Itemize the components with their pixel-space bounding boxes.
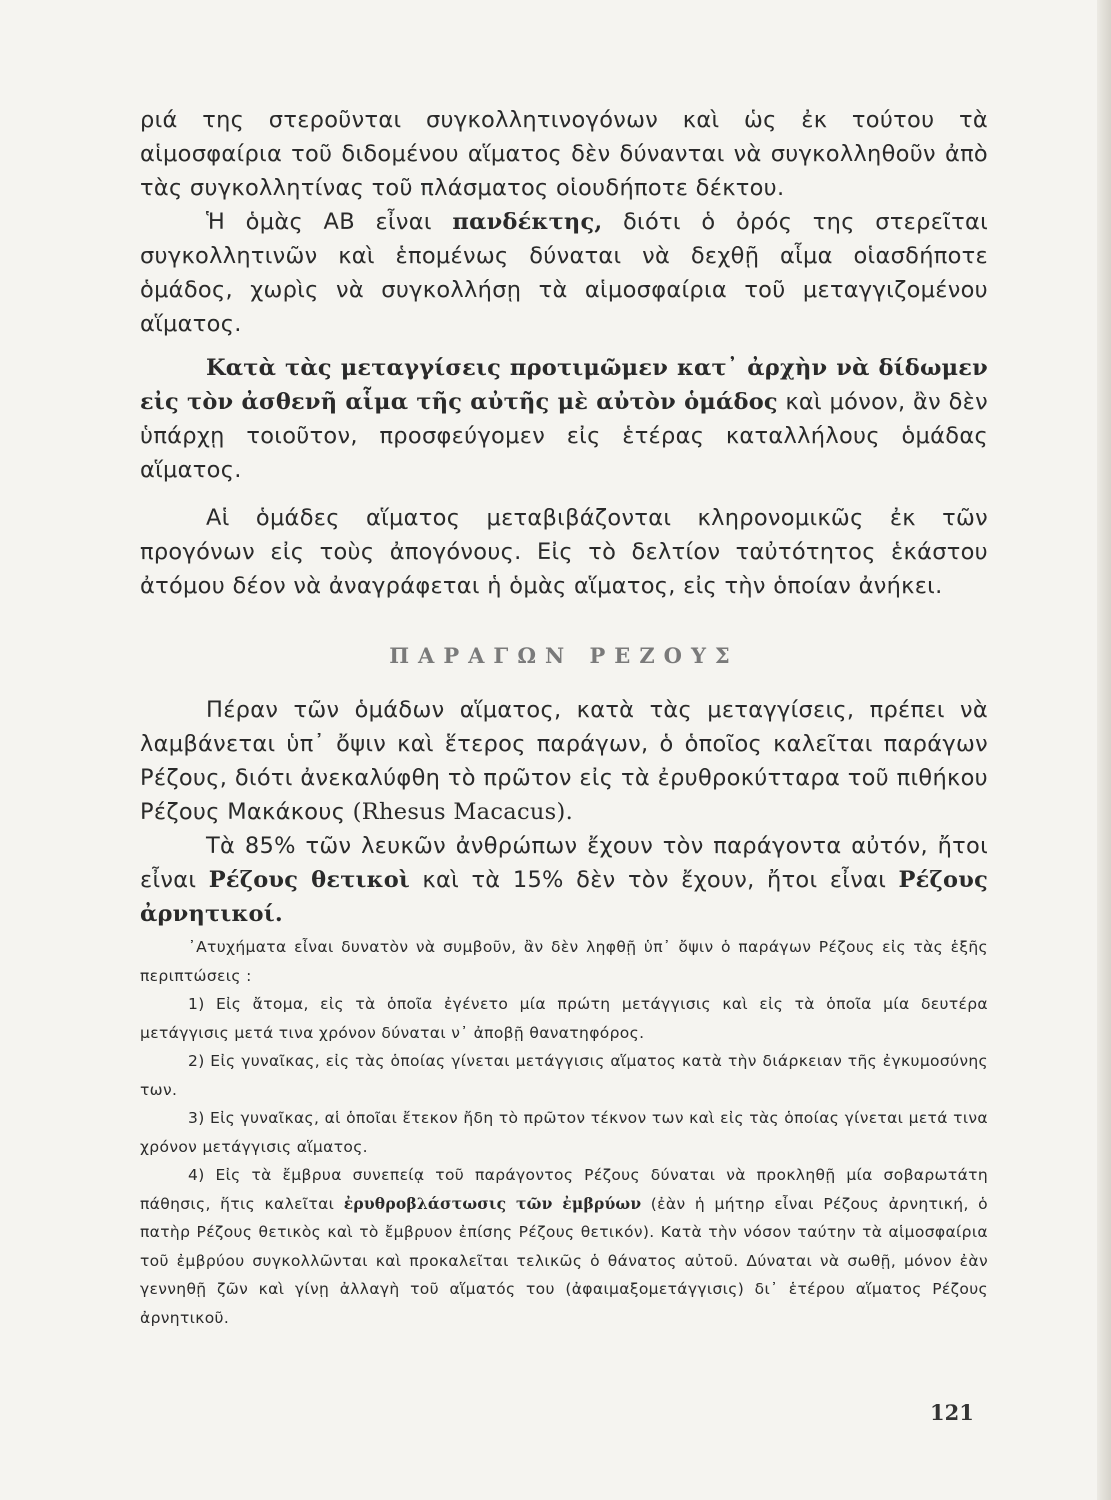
- list-item-4: [140, 1161, 988, 1332]
- bold-term: Ρέζους θετικοὶ: [208, 867, 411, 893]
- paragraph-rhesus-intro: [140, 693, 988, 829]
- paragraph-rhesus-percentages: [140, 829, 988, 931]
- paragraph-accidents-intro: [140, 933, 988, 990]
- page-edge-shadow: [1097, 0, 1111, 1500]
- bold-sentence: Κατὰ τὰς μεταγγίσεις προτιμῶμεν κατ᾽ ἀρχὴν νὰ δίδωμεν εἰς τὸν ἀσθενῆ αἷμα τῆς αὐτῆς μὲ αὐτὸν ὁμάδος: [140, 355, 988, 415]
- latin-name: (Rhesus Macacus).: [352, 799, 574, 825]
- paragraph-text: (ἐὰν ἡ μήτηρ εἶναι Ρέζους ἀρνητική, ὁ πατὴρ Ρέζους θετικὸς καὶ τὸ ἔμβρυον ἐπίσης Ρέζους θετικόν). Κατὰ τὴν νόσον ταύτην τὰ αἱμοσφαίρια τοῦ ἐμβρύου συγκολλῶνται καὶ προκαλεῖται τελικῶς ὁ θάνατος αὐτοῦ. Δύναται νὰ σωθῇ, μόνον ἐὰν γεννηθῇ ζῶν καὶ γίνῃ ἀλλαγὴ τοῦ αἵματός του (ἀφαιμαξομετάγγισις) δι᾽ ἑτέρου αἵματος Ρέζους ἀρνητικοῦ.: [140, 1194, 988, 1327]
- paragraph-text: Αἱ ὁμάδες αἵματος μεταβιβάζονται κληρονομικῶς ἐκ τῶν προγόνων εἰς τοὺς ἀπογόνους. Εἰς τὸ δελτίον ταὐτότητος ἑκάστου ἀτόμου δέον νὰ ἀναγράφεται ἡ ὁμὰς αἵματος, εἰς τὴν ὁποίαν ἀνήκει.: [140, 505, 988, 599]
- paragraph-text: 1) Εἰς ἄτομα, εἰς τὰ ὁποῖα ἐγένετο μία πρώτη μετάγγισις καὶ εἰς τὰ ὁποῖα μία δευτέρα μετάγγισις μετά τινα χρόνον δύναται ν᾽ ἀποβῇ θανατηφόρος.: [140, 995, 988, 1042]
- page-number: 121: [930, 1400, 974, 1425]
- bold-term: Ρέζους ἀρνητικοί.: [140, 867, 988, 927]
- paragraph-text: Ἡ ὁμὰς ΑΒ εἶναι: [206, 209, 453, 235]
- paragraph-text: 4) Εἰς τὰ ἔμβρυα συνεπείᾳ τοῦ παράγοντος Ρέζους δύναται νὰ προκληθῇ μία σοβαρωτάτη πάθησις, ἥτις καλεῖται: [140, 1166, 988, 1213]
- paragraph-continuation: [140, 103, 988, 205]
- list-item-2: [140, 1047, 988, 1104]
- paragraph-text: Τὰ 85% τῶν λευκῶν ἀνθρώπων ἔχουν τὸν παράγοντα αὐτόν, ἤτοι εἶναι: [140, 833, 988, 893]
- list-item-3: [140, 1104, 988, 1161]
- bold-term: πανδέκτης,: [452, 209, 603, 235]
- paragraph-inheritance: [140, 501, 988, 603]
- paragraph-transfusion-preference: [140, 351, 988, 487]
- paragraph-text: 2) Εἰς γυναῖκας, εἰς τὰς ὁποίας γίνεται μετάγγισις αἵματος κατὰ τὴν διάρκειαν τῆς ἐγκυμοσύνης των.: [140, 1052, 988, 1099]
- section-heading: ΠΑΡΑΓΩΝ ΡΕΖΟΥΣ: [389, 643, 739, 668]
- bold-term: ἐρυθροβλάστωσις τῶν ἐμβρύων: [343, 1193, 642, 1213]
- list-item-1: [140, 990, 988, 1047]
- paragraph-ab-group: [140, 205, 988, 341]
- main-text-block: [140, 103, 988, 1332]
- paragraph-text: καὶ τὰ 15% δὲν τὸν ἔχουν, ἤτοι εἶναι: [410, 867, 899, 893]
- paragraph-text: διότι ὁ ὀρός της στερεῖται συγκολλητινῶν καὶ ἑπομένως δύναται νὰ δεχθῇ αἷμα οἱασδήποτε ὁμάδος, χωρὶς νὰ συγκολλήσῃ τὰ αἱμοσφαίρια τοῦ μεταγγιζομένου αἵματος.: [140, 209, 988, 337]
- paragraph-text: Πέραν τῶν ὁμάδων αἵματος, κατὰ τὰς μεταγγίσεις, πρέπει νὰ λαμβάνεται ὑπ᾽ ὄψιν καὶ ἕτερος παράγων, ὁ ὁποῖος καλεῖται παράγων Ρέζους, διότι ἀνεκαλύφθη τὸ πρῶτον εἰς τὰ ἐρυθροκύτταρα τοῦ πιθήκου Ρέζους Μακάκους: [140, 697, 988, 825]
- paragraph-text: ριά της στεροῦνται συγκολλητινογόνων καὶ ὡς ἐκ τούτου τὰ αἱμοσφαίρια τοῦ διδομένου αἵματος δὲν δύνανται νὰ συγκολληθοῦν ἀπὸ τὰς συγκολλητίνας τοῦ πλάσματος οἱουδήποτε δέκτου.: [140, 107, 988, 201]
- small-print-block: [140, 933, 988, 1332]
- paragraph-text: 3) Εἰς γυναῖκας, αἱ ὁποῖαι ἔτεκον ἤδη τὸ πρῶτον τέκνον των καὶ εἰς τὰς ὁποίας γίνεται μετά τινα χρόνον μετάγγισις αἵματος.: [140, 1109, 988, 1156]
- paragraph-text: ᾽Ατυχήματα εἶναι δυνατὸν νὰ συμβοῦν, ἂν δὲν ληφθῇ ὑπ᾽ ὄψιν ὁ παράγων Ρέζους εἰς τὰς ἑξῆς περιπτώσεις :: [140, 938, 988, 985]
- paragraph-text: καὶ μόνον, ἂν δὲν ὑπάρχῃ τοιοῦτον, προσφεύγομεν εἰς ἑτέρας καταλλήλους ὁμάδας αἵματος.: [140, 389, 988, 483]
